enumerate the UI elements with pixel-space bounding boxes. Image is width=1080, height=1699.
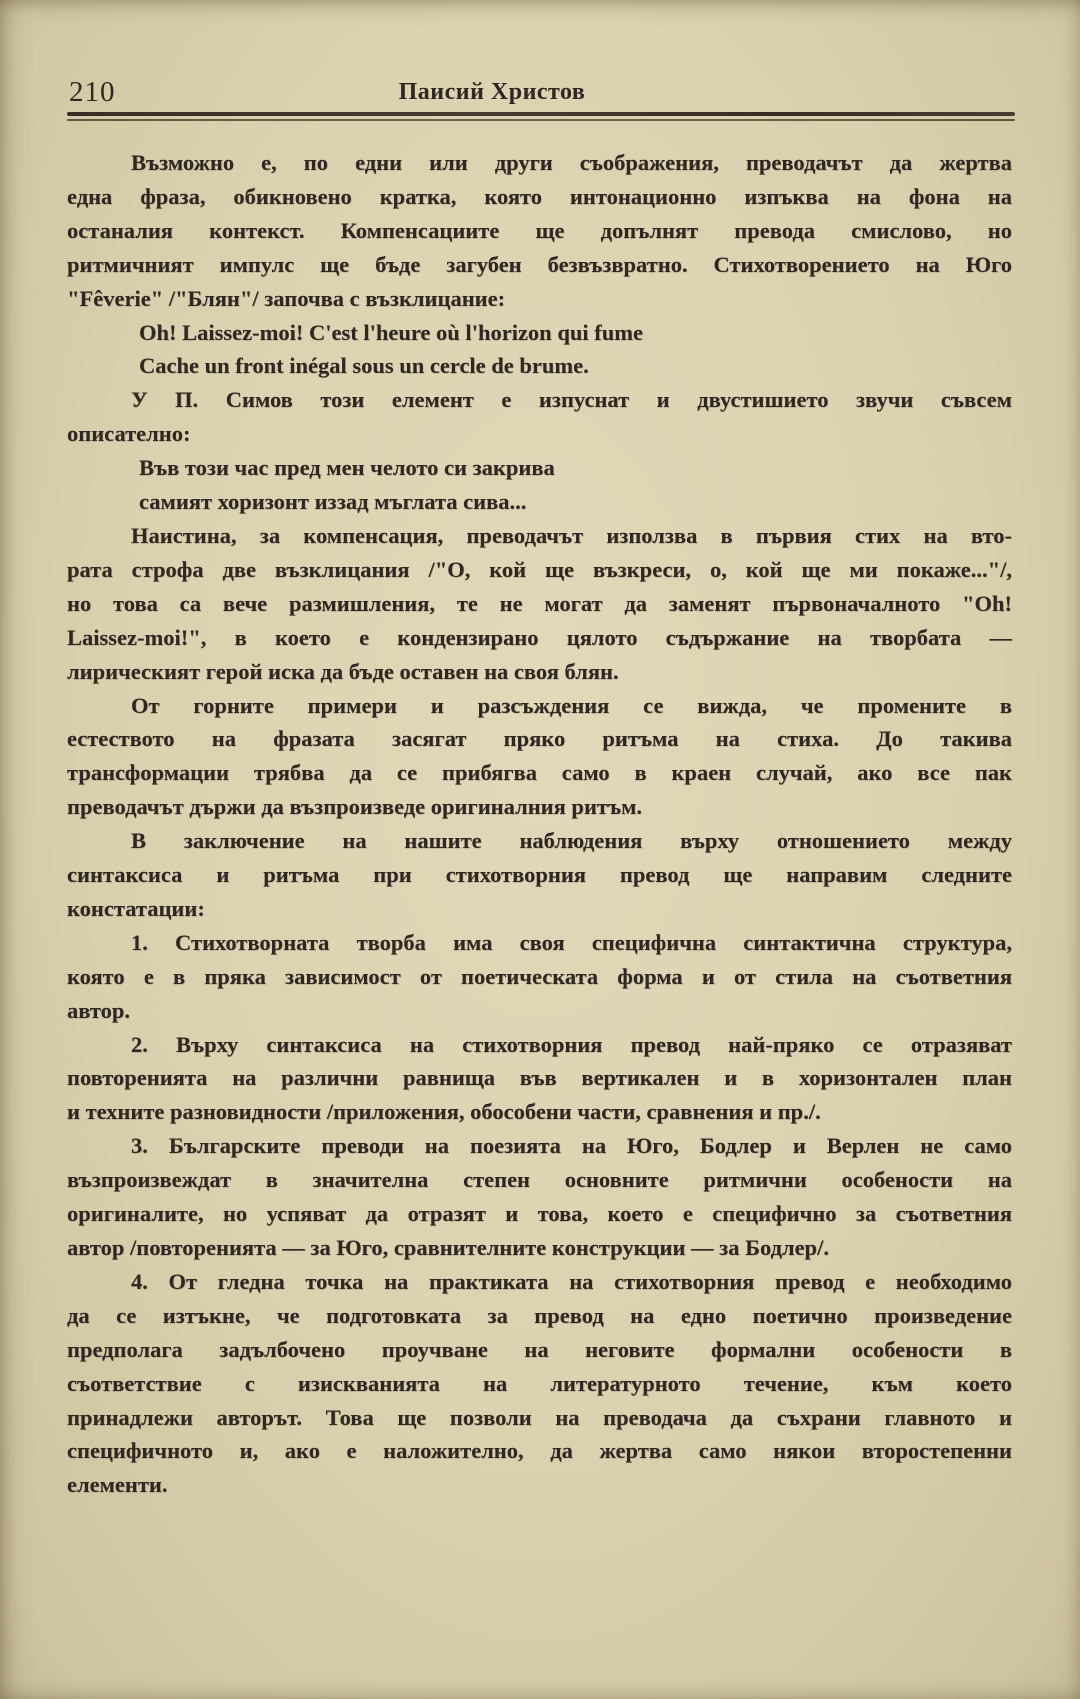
text-line: рата строфа две възклицания /"О, кой ще възкреси, о, кой ще ми покаже..."/, (67, 556, 1012, 582)
text-block (67, 519, 1012, 689)
running-head: Паисий Христов (398, 79, 586, 105)
text-line: трансформации трябва да се прибягва само в краен случай, ако все пак (67, 760, 1012, 786)
text-line: да се изтъкне, че подготовката за превод на едно поетично произведение (67, 1302, 1012, 1328)
text-line: автор. (67, 997, 130, 1023)
text-line: 2. Върху синтаксиса на стихотворния превод най-пряко се отразяват (131, 1031, 1012, 1057)
text-line: но това са вече размишления, те не могат да заменят първоначалното "Oh! (67, 590, 1012, 616)
text-block (67, 1129, 1012, 1265)
text-block (67, 316, 1012, 384)
text-line: принадлежи авторът. Това ще позволи на преводача да съхрани главното и (67, 1404, 1012, 1430)
text-line: "Fêverie" /"Блян"/ започва с възклицание: (67, 285, 506, 311)
text-line: синтаксиса и ритъма при стихотворния превод ще направим следните (67, 862, 1012, 888)
text-line: автор /повторенията — за Юго, сравнителните конструкции — за Бодлер/. (67, 1235, 829, 1260)
text-line: лирическият герой иска да бъде оставен на своя блян. (67, 658, 619, 684)
text-line: която е в пряка зависимост от поетическата форма и от стила на съответния (67, 963, 1012, 989)
text-line: оригиналите, но успяват да отразят и това, което е специфично за съответния (67, 1201, 1012, 1227)
text-line: констатации: (67, 895, 205, 921)
header-rule (67, 112, 1015, 122)
text-line: ритмичният импулс ще бъде загубен безвъзвратно. Стихотворението на Юго (67, 251, 1012, 277)
text-line: повторенията на различни равнища във вертикален и в хоризонтален план (67, 1065, 1012, 1091)
text-line: самият хоризонт иззад мъглата сива... (139, 489, 527, 515)
header-rule-thin (67, 119, 1015, 121)
text-line: описателно: (67, 421, 191, 447)
text-line: Cache un front inégal sous un cercle de brume. (139, 353, 589, 379)
text-line: предполага задълбочено проучване на неговите формални особености в (67, 1336, 1012, 1362)
text-block (67, 146, 1012, 316)
text-line: 4. От гледна точка на практиката на стихотворния превод е необходимо (131, 1268, 1012, 1294)
page-header (67, 76, 1012, 116)
text-line: Възможно е, по едни или други съображения, преводачът да жертва (131, 150, 1012, 175)
text-line: Наистина, за компенсация, преводачът използва в първия стих на вто- (131, 522, 1012, 548)
text-line: и техните разновидности /приложения, обособени части, сравнения и пр./. (67, 1099, 821, 1125)
text-line: Laissez-moi!", в което е кондензирано цялото съдържание на творбата — (67, 624, 1012, 650)
text-line: съответствие с изискванията на литературното течение, към което (67, 1370, 1012, 1396)
text-block (67, 689, 1012, 825)
page-body (67, 146, 1012, 1502)
text-line: възпроизвеждат в значителна степен основните ритмични особености на (67, 1167, 1012, 1193)
text-line: една фраза, обикновено кратка, която интонационно изпъква на фона на (67, 183, 1012, 209)
text-line: 1. Стихотворната творба има своя специфична синтактична структура, (131, 929, 1012, 955)
text-line: 3. Българските преводи на поезията на Юго, Бодлер и Верлен не само (131, 1133, 1012, 1159)
text-block (67, 451, 1012, 519)
text-line: Oh! Laissez-moi! C'est l'heure où l'horizon qui fume (139, 319, 643, 345)
text-line: естеството на фразата засягат пряко ритъма на стиха. До такива (67, 726, 1012, 752)
text-block (67, 1028, 1012, 1130)
text-line: Във този час пред мен челото си закрива (139, 455, 555, 481)
text-block (67, 926, 1012, 1028)
text-line: специфичното и, ако е наложително, да жертва само някои второстепенни (67, 1438, 1012, 1464)
text-block (67, 824, 1012, 926)
text-line: В заключение на нашите наблюдения върху отношението между (131, 828, 1012, 854)
page-number: 210 (69, 76, 116, 108)
text-line: преводачът държи да възпроизведе оригиналния ритъм. (67, 794, 643, 820)
text-block (67, 383, 1012, 451)
text-line: У П. Симов този елемент е изпуснат и двустишието звучи съвсем (131, 387, 1012, 413)
text-line: останалия контекст. Компенсациите ще допълнят превода смислово, но (67, 217, 1012, 243)
text-line: елементи. (67, 1472, 168, 1498)
text-line: От горните примери и разсъждения се вижда, че промените в (131, 692, 1012, 718)
header-rule-thick (67, 112, 1015, 116)
text-block (67, 1265, 1012, 1502)
